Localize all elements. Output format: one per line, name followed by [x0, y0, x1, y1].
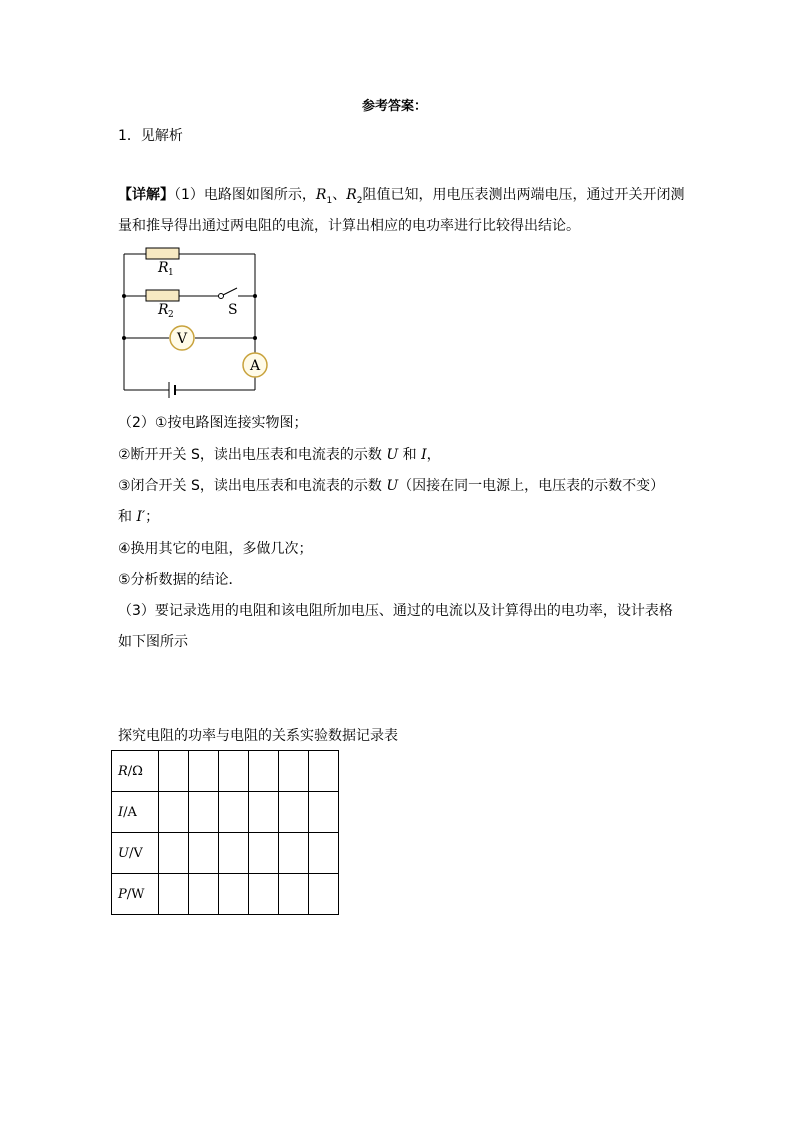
table-cell	[249, 874, 279, 915]
table-cell	[249, 833, 279, 874]
step-3-note: （因接在同一电源上，电压表的示数不变）	[398, 478, 665, 494]
page-title: 参考答案：	[362, 99, 428, 114]
junction-dot	[253, 294, 257, 298]
detail-sep: 、	[332, 187, 347, 203]
step-2	[118, 445, 441, 465]
table-cell	[219, 874, 249, 915]
circuit-diagram	[110, 238, 270, 398]
detail-line-1	[118, 185, 684, 205]
step-6-line-2: 如下图所示	[118, 634, 188, 650]
step-4: ④换用其它的电阻，多做几次；	[118, 541, 313, 557]
table-cell	[189, 751, 219, 792]
table-cell	[279, 792, 309, 833]
row-label-current: I/A	[112, 792, 159, 833]
step-3-u: U	[386, 478, 399, 494]
row-label-resistance: R/Ω	[112, 751, 159, 792]
junction-dot	[122, 294, 126, 298]
step-2-i: I	[421, 447, 427, 463]
table-row	[112, 751, 339, 792]
table-cell	[309, 792, 339, 833]
step-2-and: 和	[398, 447, 422, 463]
detail-part1-rest: 阻值已知，用电压表测出两端电压，通过开关开闭测	[362, 187, 685, 203]
table-cell	[159, 874, 189, 915]
question-1-answer: 1．见解析	[118, 128, 183, 144]
step-3-line-2	[118, 507, 159, 527]
table-cell	[249, 792, 279, 833]
table-cell	[219, 792, 249, 833]
r2-subscript: 2	[356, 195, 363, 206]
circuit-r2-label: R	[158, 302, 169, 318]
step-2-end: ，	[426, 447, 441, 463]
circuit-r1-label: R	[158, 260, 169, 276]
voltmeter-label: V	[176, 331, 188, 347]
step-3-end: ；	[145, 509, 160, 525]
table-caption: 探究电阻的功率与电阻的关系实验数据记录表	[118, 728, 398, 744]
table-cell	[309, 833, 339, 874]
table-row	[112, 874, 339, 915]
detail-part1-prefix: （1）电路图如图所示，	[174, 187, 316, 203]
step-3-i-prime: I′	[136, 509, 146, 525]
table-cell	[189, 874, 219, 915]
step-3	[118, 476, 664, 496]
table-cell	[279, 751, 309, 792]
step-2-text: ②断开开关 S，读出电压表和电流表的示数	[118, 447, 387, 463]
table-cell	[219, 833, 249, 874]
r1-subscript: 1	[326, 195, 333, 206]
row-label-power: P/W	[112, 874, 159, 915]
table-cell	[189, 792, 219, 833]
resistor-r2	[146, 290, 179, 301]
step-1: （2）①按电路图连接实物图；	[118, 415, 308, 431]
step-2-u: U	[386, 447, 399, 463]
circuit-r1-sub: 1	[168, 268, 174, 278]
step-6-line-1: （3）要记录选用的电阻和该电阻所加电压、通过的电流以及计算得出的电功率，设计表格	[118, 603, 673, 619]
table-cell	[159, 792, 189, 833]
junction-dot	[122, 336, 126, 340]
table-cell	[309, 874, 339, 915]
r1-symbol: R	[315, 187, 327, 203]
battery-icon	[169, 382, 175, 398]
table-cell	[189, 833, 219, 874]
row-label-voltage: U/V	[112, 833, 159, 874]
table-row	[112, 792, 339, 833]
switch-contact	[219, 294, 224, 299]
circuit-switch-label: S	[228, 302, 238, 318]
table-cell	[219, 751, 249, 792]
table-cell	[279, 833, 309, 874]
junction-dot	[253, 336, 257, 340]
step-5: ⑤分析数据的结论．	[118, 572, 243, 588]
data-record-table	[111, 750, 339, 915]
table-row	[112, 833, 339, 874]
ammeter-label: A	[249, 358, 261, 374]
circuit-r2-sub: 2	[168, 310, 174, 320]
detail-line-2: 量和推导得出通过两电阻的电流，计算出相应的电功率进行比较得出结论。	[118, 218, 580, 234]
step-3-text: ③闭合开关 S，读出电压表和电流表的示数	[118, 478, 387, 494]
resistor-r1	[146, 248, 179, 259]
table-cell	[159, 751, 189, 792]
step-3-and: 和	[118, 509, 137, 525]
table-cell	[309, 751, 339, 792]
table-cell	[159, 833, 189, 874]
r2-symbol: R	[346, 187, 357, 203]
detail-tag: 【详解】	[118, 187, 174, 203]
table-cell	[279, 874, 309, 915]
table-cell	[249, 751, 279, 792]
